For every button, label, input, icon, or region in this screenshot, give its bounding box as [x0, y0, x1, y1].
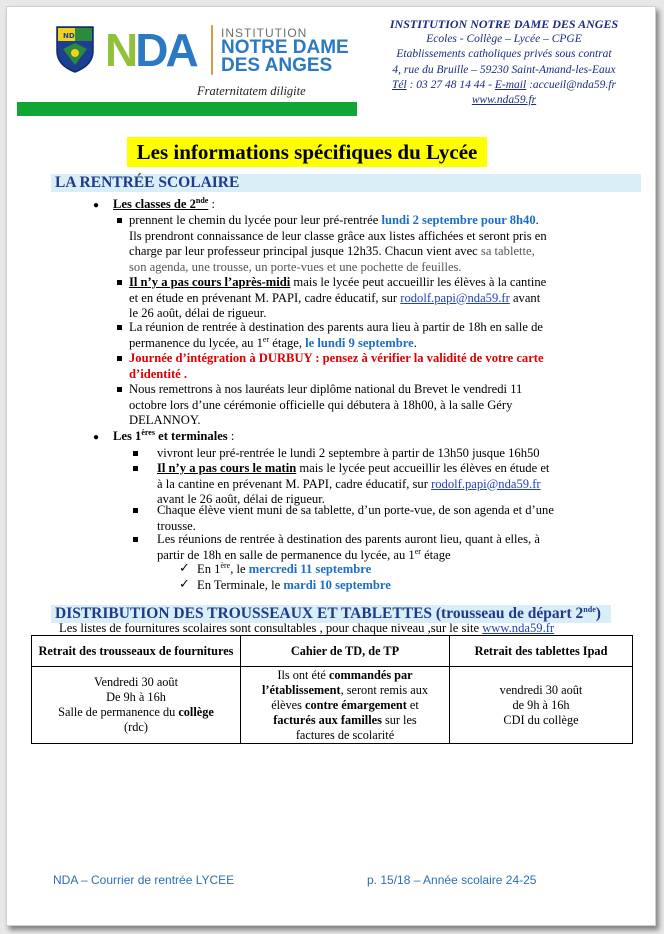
square-bullet-icon: [117, 218, 122, 223]
papi-email-link[interactable]: rodolf.papi@nda59.fr: [400, 290, 510, 305]
distribution-table: [31, 635, 633, 744]
square-bullet-icon: [117, 325, 122, 330]
premieres-label: Les 1ères et terminales :: [113, 427, 235, 443]
papi-email-link[interactable]: rodolf.papi@nda59.fr: [431, 476, 541, 491]
svg-text:ND: ND: [63, 32, 75, 40]
footer-page-number: p. 15/18 – Année scolaire 24-25: [367, 873, 537, 887]
seconde-item-4: Journée d’intégration à DURBUY : pensez à vérifier la validité de votre carte d’identité .: [129, 351, 544, 381]
seconde-label: Les classes de 2nde :: [113, 195, 216, 211]
header-line1: Ecoles - Collège – Lycée – CPGE: [426, 33, 582, 46]
seconde-item-3: La réunion de rentrée à destination des parents aura lieu à partir de 18h en salle de permanence du lycée, au 1er étage, le lundi 9 septembre.: [129, 320, 544, 350]
header-title: INSTITUTION NOTRE DAME DES ANGES: [389, 17, 619, 31]
logo-institution-name: NOTRE DAME DES ANGES: [221, 37, 349, 76]
table-header-tablettes: Retrait des tablettes Ipad: [450, 636, 633, 667]
nda-logo-letters: NDA: [105, 24, 196, 76]
supplies-website-link[interactable]: www.nda59.fr: [482, 621, 555, 635]
contact-header: [379, 17, 629, 108]
document-page: [6, 6, 656, 926]
disc-bullet-icon: ●: [93, 432, 100, 443]
table-header-cahier: Cahier de TD, de TP: [241, 636, 450, 667]
square-bullet-icon: [133, 537, 138, 542]
footer-left: NDA – Courrier de rentrée LYCEE: [53, 873, 235, 887]
table-header-trousseaux: Retrait des trousseaux de fournitures: [32, 636, 241, 667]
checkmark-icon: ✓: [179, 560, 190, 575]
header-line2: Etablissements catholiques privés sous contrat: [396, 48, 612, 61]
table-cell-cahier: Ils ont été commandés par l’établissement, seront remis aux élèves contre émargement et facturés aux familles sur les factures de scolarité: [241, 667, 450, 744]
seconde-item-2: Il n’y a pas cours l’après-midi mais le lycée peut accueillir les élèves à la cantine et en étude en prévenant M. PAPI, cadre éducatif, sur rodolf.papi@nda59.fr avant le 26 août, délai de rigueur.: [129, 275, 547, 321]
disc-bullet-icon: ●: [93, 200, 100, 211]
checkmark-icon: ✓: [179, 576, 190, 591]
seconde-item-1: prennent le chemin du lycée pour leur pré-rentrée lundi 2 septembre pour 8h40. Ils prendront connaissance de leur classe grâce aux listes affichées et seront pris en charge par leur professeur principal jusque 12h35. Chacun vient avec sa tablette, son agenda, une trousse, un porte-vues et une pochette de feuilles.: [129, 213, 547, 274]
tel-label: Tél: [392, 78, 407, 91]
premieres-check-2: En Terminale, le mardi 10 septembre: [197, 578, 391, 592]
logo-divider: [211, 25, 213, 75]
square-bullet-icon: [117, 280, 122, 285]
email-label: E-mail: [494, 78, 527, 91]
square-bullet-icon: [133, 451, 138, 456]
square-bullet-icon: [133, 466, 138, 471]
premieres-check-1: En 1ère, le mercredi 11 septembre: [197, 560, 372, 576]
table-header-row: [32, 636, 633, 667]
section-heading-distribution: DISTRIBUTION DES TROUSSEAUX ET TABLETTES (trousseau de départ 2nde): [51, 605, 611, 623]
square-bullet-icon: [117, 387, 122, 392]
header-contact: Tél : 03 27 48 14 44 - E-mail :accueil@nda59.fr: [392, 78, 616, 91]
header-green-bar: [17, 102, 357, 116]
crest-shield-icon: [55, 25, 95, 73]
premieres-item-1: vivront leur pré-rentrée le lundi 2 septembre à partir de 13h50 jusque 16h50: [157, 446, 540, 460]
table-row: [32, 667, 633, 744]
header-address: 4, rue du Bruille – 59230 Saint-Amand-les-Eaux: [392, 63, 616, 76]
premieres-item-3: Chaque élève vient muni de sa tablette, d’un porte-vue, de son agenda et d’une trousse.: [157, 503, 554, 533]
premieres-item-4: Les réunions de rentrée à destination des parents auront lieu, quant à elles, à partir de 18h en salle de permanence du lycée, au 1er étage: [157, 532, 540, 562]
square-bullet-icon: [117, 356, 122, 361]
table-cell-trousseaux: Vendredi 30 août De 9h à 16h Salle de permanence du collège (rdc): [32, 667, 241, 744]
section-heading-rentree: LA RENTRÉE SCOLAIRE: [51, 174, 641, 192]
premieres-item-2: Il n’y a pas cours le matin mais le lycée peut accueillir les élèves en étude et à la cantine en prévenant M. PAPI, cadre éducatif, sur rodolf.papi@nda59.fr avant le 26 août, délai de rigueur.: [157, 461, 550, 507]
seconde-item-5: Nous remettrons à nos lauréats leur diplôme national du Brevet le vendredi 11 octobre lors d’une cérémonie officielle qui débutera à 18h00, à la salle Géry DELANNOY.: [129, 382, 523, 428]
logo-motto: Fraternitatem diligite: [197, 84, 306, 98]
table-cell-tablettes: vendredi 30 août de 9h à 16h CDI du collège: [450, 667, 633, 744]
website-link[interactable]: www.nda59.fr: [471, 94, 537, 107]
square-bullet-icon: [133, 508, 138, 513]
logo-institution-label: INSTITUTION: [221, 26, 308, 40]
email-value[interactable]: :accueil@nda59.fr: [526, 78, 616, 91]
page-title: Les informations spécifiques du Lycée: [127, 137, 487, 167]
supplies-intro: Les listes de fournitures scolaires sont consultables , pour chaque niveau ,sur le site www.nda59.fr: [59, 621, 555, 635]
